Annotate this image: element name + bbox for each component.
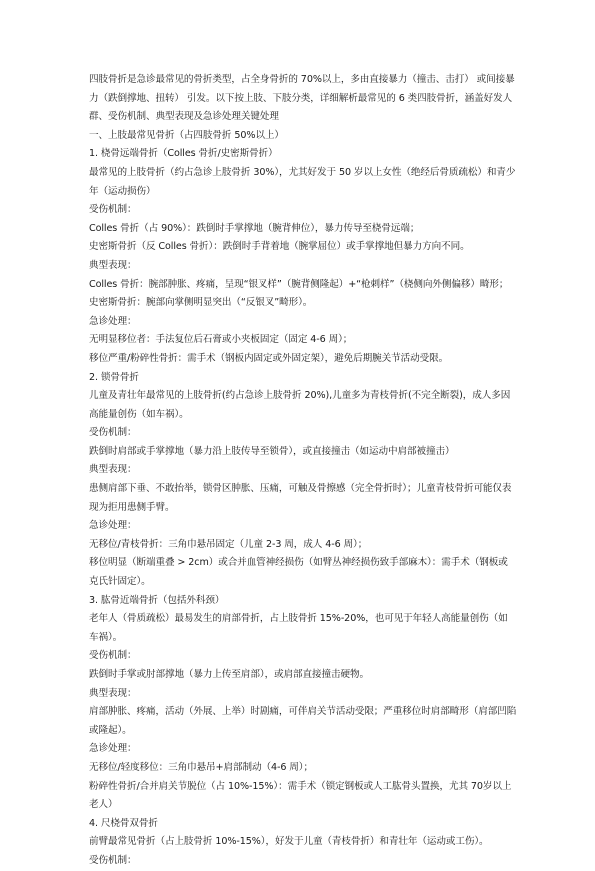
label-emergency-treatment: 急诊处理： [89, 520, 137, 532]
subheading-clavicle-fracture: 2. 锁骨骨折 [89, 371, 139, 383]
paragraph: Colles 骨折：腕部肿胀、疼痛，呈现“银叉样”（腕背侧隆起）+“枪刺样”（桡侧向外侧偏移）畸形； [89, 278, 509, 290]
paragraph: 无明显移位者：手法复位后石膏或小夹板固定（固定 4-6 周）； [89, 334, 353, 346]
paragraph: Colles 骨折（占 90%）：跌倒时手掌撑地（腕背伸位），暴力传导至桡骨远端； [89, 222, 420, 234]
label-mechanism: 受伤机制： [89, 854, 137, 866]
subheading-radius-ulna-fracture: 4. 尺桡骨双骨折 [89, 817, 158, 829]
label-presentation: 典型表现： [89, 464, 137, 476]
paragraph: 史密斯骨折（反 Colles 骨折）：跌倒时手背着地（腕掌屈位）或手掌撑地但暴力方向不同。 [89, 241, 470, 253]
paragraph: 移位明显（断端重叠 > 2cm）或合并血管神经损伤（如臂丛神经损伤致手部麻木）：需手术（钢板或克氏针固定）。 [89, 557, 508, 588]
paragraph: 最常见的上肢骨折（约占急诊上肢骨折 30%），尤其好发于 50 岁以上女性（绝经后骨质疏松）和青少年（运动损伤） [89, 166, 516, 197]
label-emergency-treatment: 急诊处理： [89, 743, 137, 755]
paragraph: 患侧肩部下垂、不敢抬举，锁骨区肿胀、压痛，可触及骨擦感（完全骨折时）；儿童青枝骨折可能仅表现为拒用患侧手臂。 [89, 483, 512, 513]
paragraph: 无移位/轻度移位：三角巾悬吊+肩部制动（4-6 周）； [89, 761, 313, 773]
paragraph: 粉碎性骨折/合并肩关节脱位（占 10%-15%）：需手术（锁定钢板或人工肱骨头置换，尤其 70岁以上老人） [89, 780, 512, 811]
paragraph: 移位严重/粉碎性骨折：需手术（钢板内固定或外固定架），避免后期腕关节活动受限。 [89, 352, 449, 364]
document-body [89, 71, 517, 871]
label-presentation: 典型表现： [89, 259, 137, 271]
label-presentation: 典型表现： [89, 687, 137, 699]
label-mechanism: 受伤机制： [89, 204, 137, 216]
paragraph: 跌倒时肩部或手掌撑地（暴力沿上肢传导至锁骨），或直接撞击（如运动中肩部被撞击） [89, 445, 455, 457]
section-heading-upper-limb: 一、上肢最常见骨折（占四肢骨折 50%以上） [89, 129, 284, 141]
paragraph: 无移位/青枝骨折：三角巾悬吊固定（儿童 2-3 周，成人 4-6 周）； [89, 538, 368, 550]
paragraph: 史密斯骨折：腕部向掌侧明显突出（“反银叉”畸形）。 [89, 297, 313, 309]
paragraph: 肩部肿胀、疼痛，活动（外展、上举）时剧痛，可伴肩关节活动受限；严重移位时肩部畸形（肩部凹陷或隆起）。 [89, 706, 517, 736]
label-mechanism: 受伤机制： [89, 427, 137, 439]
intro-paragraph: 四肢骨折是急诊最常见的骨折类型，占全身骨折的 70%以上，多由直接暴力（撞击、击打） 或间接暴力（跌倒撑地、扭转） 引发。以下按上肢、下肢分类，详细解析最常见的 6 类四肢骨折，涵盖好发人群、受伤机制、典型表现及急诊处理关键处理 [89, 74, 515, 123]
label-emergency-treatment: 急诊处理： [89, 315, 137, 327]
paragraph: 儿童及青壮年最常见的上肢骨折(约占急诊上肢骨折 20%),儿童多为青枝骨折(不完全断裂)，成人多因高能量创伤（如车祸）。 [89, 390, 511, 420]
paragraph: 前臂最常见骨折（占上肢骨折 10%-15%），好发于儿童（青枝骨折）和青壮年（运动或工伤）。 [89, 836, 489, 848]
subheading-proximal-humerus-fracture: 3. 肱骨近端骨折（包括外科颈） [89, 594, 225, 606]
paragraph: 跌倒时手掌或肘部撑地（暴力上传至肩部），或肩部直接撞击硬物。 [89, 669, 370, 680]
label-mechanism: 受伤机制： [89, 650, 137, 662]
paragraph: 老年人（骨质疏松）最易发生的肩部骨折，占上肢骨折 15%-20%，也可见于年轻人高能量创伤（如车祸）。 [89, 613, 508, 643]
subheading-distal-radius-fracture: 1. 桡骨远端骨折（Colles 骨折/史密斯骨折） [89, 148, 278, 160]
